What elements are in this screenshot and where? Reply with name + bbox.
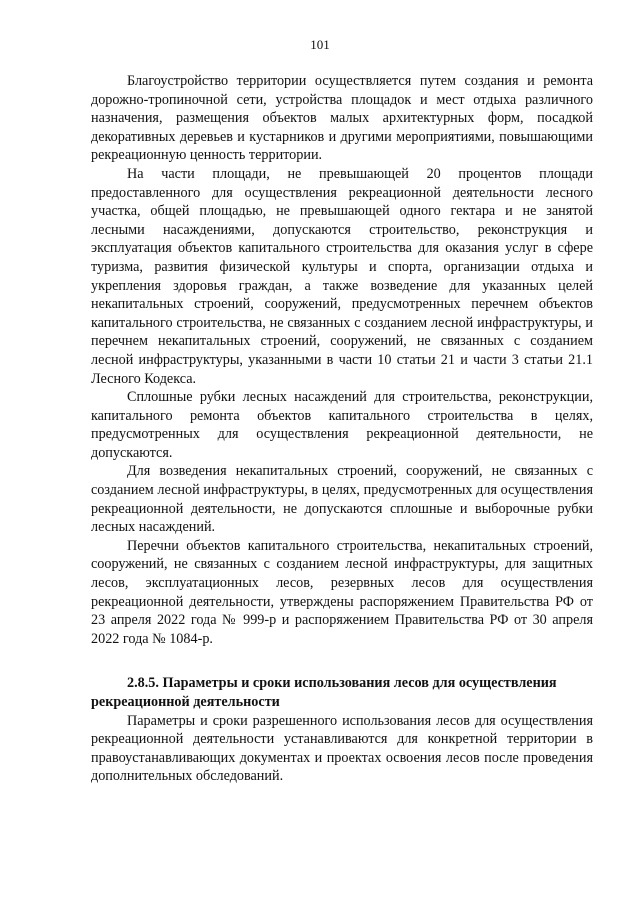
document-body [91,72,593,786]
paragraph-landscaping: Благоустройство территории осуществляется путем создания и ремонта дорожно-тропиночной сети, устройства площадок и мест отдыха различного назначения, размещения объектов малых архитектурных форм, посадкой декоративных деревьев и кустарников и другими мероприятиями, повышающими рекреационную ценность территории. [91,73,593,164]
paragraph-government-orders: Перечни объектов капитального строительства, некапитальных строений, сооружений, не связанных с созданием лесной инфраструктуры, для защитных лесов, эксплуатационных лесов, резервных лесов для осуществления рекреационной деятельности, утверждены распоряжением Правительства РФ от 23 апреля 2022 года № 999-р и распоряжением Правительства РФ от 30 апреля 2022 года № 1084-р. [91,537,593,647]
paragraph-temporary-structures: Для возведения некапитальных строений, сооружений, не связанных с созданием лесной инфраструктуры, в целях, предусмотренных для осуществления рекреационной деятельности, не допускаются сплошные и выборочные рубки лесных насаждений. [91,463,593,536]
paragraph-construction-allowance: На части площади, не превышающей 20 процентов площади предоставленного для осуществления рекреационной деятельности лесного участка, общей площадью, не превышающей одного гектара и не занятой лесными насаждениями, допускаются строительство, реконструкция и эксплуатация объектов капитального строительства для оказания услуг в сфере туризма, развития физической культуры и спорта, организации отдыха и укрепления здоровья граждан, а также возведение для указанных целей некапитальных строений, сооружений, предусмотренных перечнем объектов капитального строительства, не связанных с созданием лесной инфраструктуры, и перечнем некапитальных строений, сооружений, не связанных с созданием лесной инфраструктуры, указанными в части 10 статьи 21 и части 3 статьи 21.1 Лесного Кодекса. [91,165,593,387]
page-number: 101 [310,37,330,52]
paragraph-clear-cutting-prohibition: Сплошные рубки лесных насаждений для строительства, реконструкции, капитального ремонта объектов капитального строительства в целях, предусмотренных для осуществления рекреационной деятельности, не допускаются. [91,389,593,461]
section-body: Параметры и сроки разрешенного использования лесов для осуществления рекреационной деятельности устанавливаются для конкретной территории в правоустанавливающих документах и проектах освоения лесов после проведения дополнительных обследований. [91,712,593,785]
section-heading: 2.8.5. Параметры и сроки использования лесов для осуществления рекреационной деятельности [91,675,557,710]
